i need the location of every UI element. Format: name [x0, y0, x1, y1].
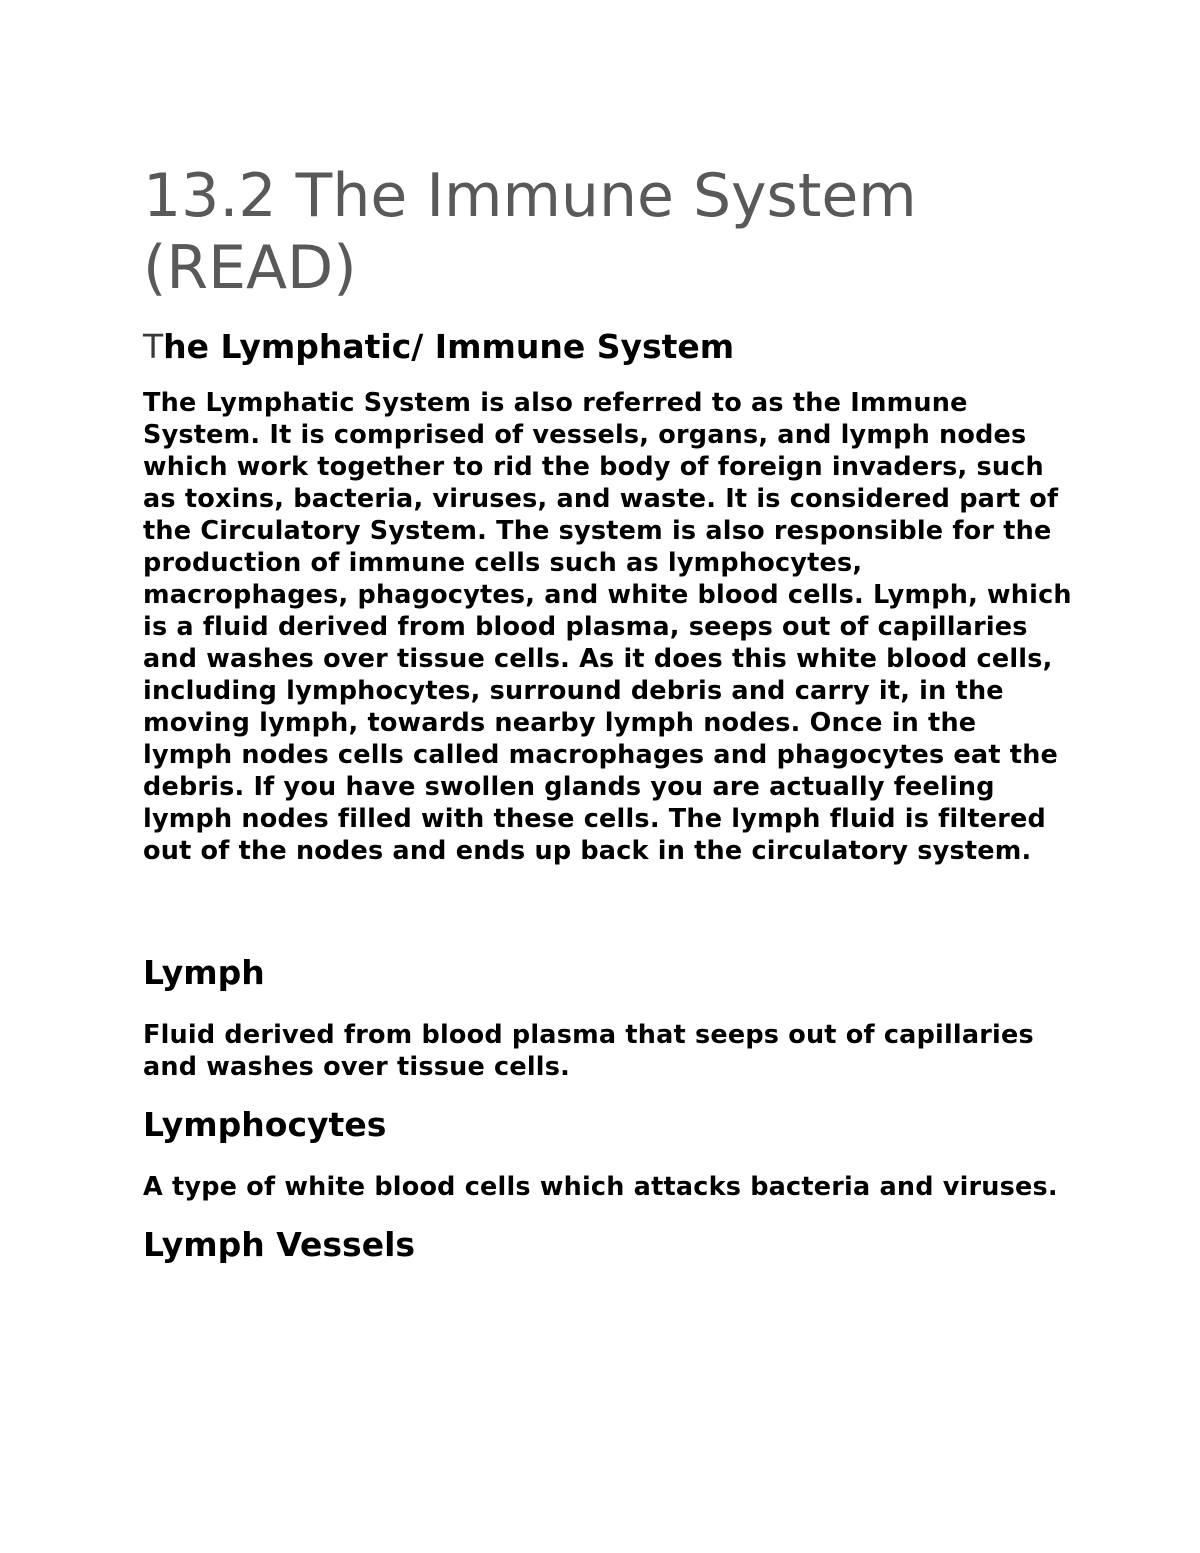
heading-lymphatic-immune-system: [143, 327, 1073, 367]
heading-rest: he Lymphatic/ Immune System: [163, 327, 735, 366]
heading-lymph-vessels: Lymph Vessels: [143, 1225, 416, 1264]
document-page: [143, 160, 1073, 1265]
paragraph-lymph-definition: Fluid derived from blood plasma that seeps out of capillaries and washes over tissue cells.: [143, 1020, 1034, 1082]
heading-lymph: Lymph: [143, 953, 265, 992]
heading-lymphocytes: Lymphocytes: [143, 1105, 387, 1144]
paragraph-lymphocytes-definition: A type of white blood cells which attacks bacteria and viruses.: [143, 1172, 1058, 1202]
paragraph-lymphatic-system: The Lymphatic System is also referred to as the Immune System. It is comprised of vessels, organs, and lymph nodes which work together to rid the body of foreign invaders, such as toxins, bacteria, viruses, and waste. It is considered part of the Circulatory System. The system is also responsible for the production of immune cells such as lymphocytes, macrophages, phagocytes, and white blood cells. Lymph, which is a fluid derived from blood plasma, seeps out of capillaries and washes over tissue cells. As it does this white blood cells, including lymphocytes, surround debris and carry it, in the moving lymph, towards nearby lymph nodes. Once in the lymph nodes cells called macrophages and phagocytes eat the debris. If you have swollen glands you are actually feeling lymph nodes filled with these cells. The lymph fluid is filtered out of the nodes and ends up back in the circulatory system.: [143, 388, 1072, 866]
heading-first-letter: T: [143, 327, 164, 366]
document-title: 13.2 The Immune System (READ): [143, 161, 917, 303]
